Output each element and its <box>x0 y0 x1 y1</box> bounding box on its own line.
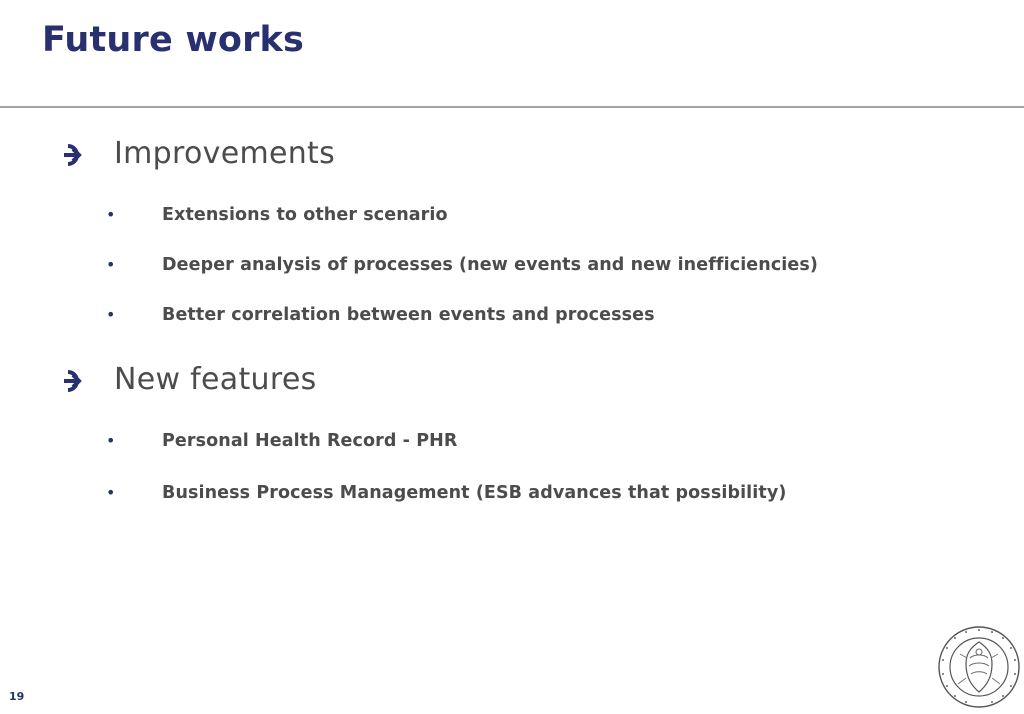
right-arrow-icon <box>62 366 90 398</box>
list-item-text: Extensions to other scenario <box>162 205 448 225</box>
right-arrow-icon <box>62 140 90 172</box>
bullet-icon: • <box>106 483 116 502</box>
page-number: 19 <box>9 690 25 703</box>
bullet-icon: • <box>106 255 116 274</box>
list-item-text: Personal Health Record - PHR <box>162 431 458 451</box>
list-item-text: Business Process Management (ESB advances that possibility) <box>162 483 787 503</box>
slide-title: Future works <box>42 20 305 60</box>
bullet-icon: • <box>106 431 116 450</box>
bullet-icon: • <box>106 305 116 324</box>
list-item-text: Better correlation between events and processes <box>162 305 655 325</box>
bullet-icon: • <box>106 205 116 224</box>
section-label: Improvements <box>114 136 336 171</box>
list-item-text: Deeper analysis of processes (new events and new inefficiencies) <box>162 255 818 275</box>
section-label: New features <box>114 362 317 397</box>
title-divider <box>0 106 1024 108</box>
university-seal-icon <box>936 624 1022 710</box>
